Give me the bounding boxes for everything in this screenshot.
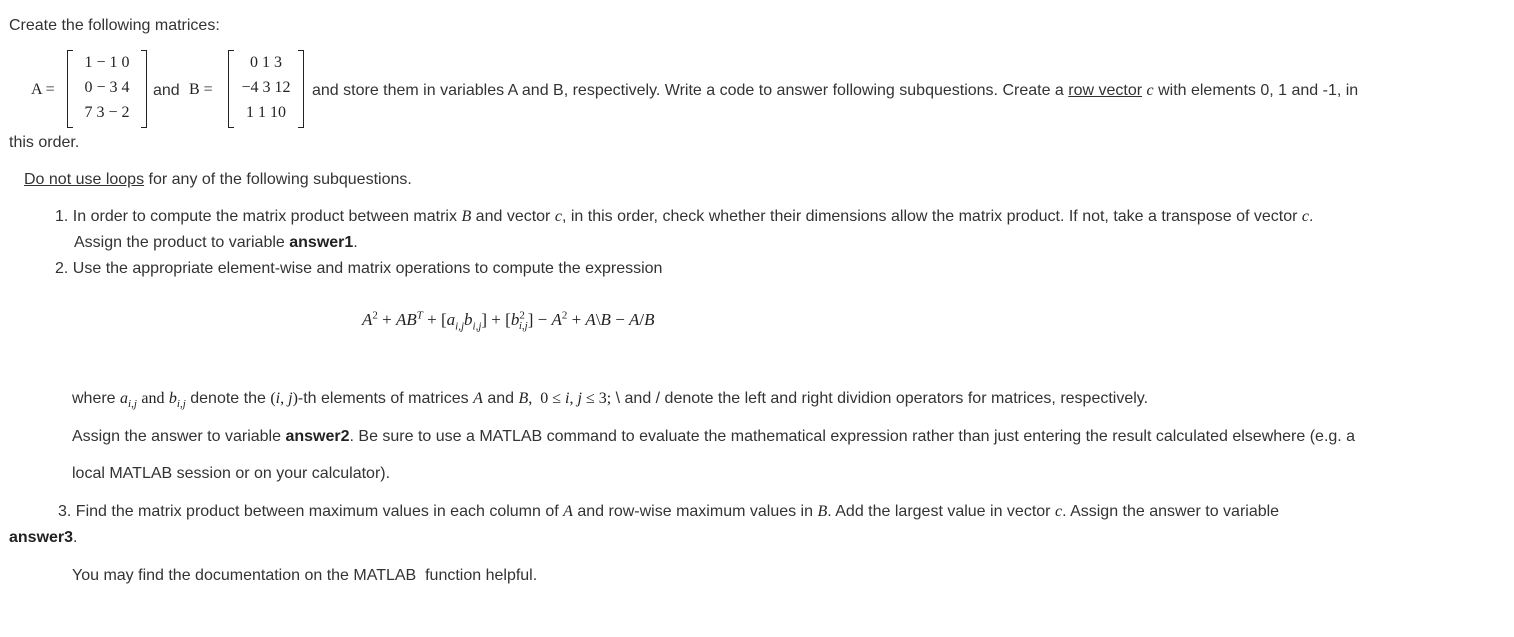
intro-text: Create the following matrices: [9, 17, 220, 34]
q2-assign-a: Assign the answer to variable [72, 428, 281, 445]
q3-text-d: . Assign the answer to variable [1062, 503, 1280, 520]
q2-var-b: B [518, 390, 529, 407]
q1-line1 [55, 208, 1313, 226]
doc-hint: You may find the documentation on the MATLAB function helpful. [72, 567, 538, 584]
q1-assign-end: . [353, 234, 358, 251]
q3-answer-var: answer3 [9, 529, 74, 546]
matrix-b-row: 0 1 3 [250, 54, 282, 71]
q3-dot: . [73, 529, 78, 546]
matrix-b-label: B = [189, 81, 213, 98]
q2-var-a: A [473, 390, 483, 407]
q2-and1: and [141, 390, 165, 407]
q1-assign-text: Assign the product to variable [74, 234, 285, 251]
var-c: c [1146, 82, 1154, 99]
q1-text-c: , in this order, check whether their dimensions allow the matrix product. If not, take a transpose of vector [561, 208, 1298, 225]
q3-line2 [9, 529, 78, 547]
matrix-b-row: 1 1 10 [246, 104, 286, 121]
no-loops-note [24, 171, 412, 189]
q2-where: where [72, 390, 116, 407]
no-loops-rest: for any of the following subquestions. [148, 171, 412, 188]
q1-dot: . [1308, 208, 1314, 225]
q3-text-a: Find the matrix product between maximum values in each column of [75, 503, 559, 520]
q1-text-b: and vector [475, 208, 551, 225]
math-expression: $A^2 + AB^T + [a_{i,j}b_{i,j}] + [b^2_{i,j}] - A^2$ + A\B − A/B [362, 309, 655, 333]
matrix-a-row: 1 − 1 0 [84, 54, 130, 71]
q2-text: Use the appropriate element-wise and matrix operations to compute the expression [72, 260, 663, 277]
q2-assign-line2: local MATLAB session or on your calculator). [72, 465, 391, 482]
line1-part-b: with elements 0, 1 and -1, in [1158, 82, 1359, 99]
q2-assign-b: . Be sure to use a MATLAB command to evaluate the mathematical expression rather than just entering the result calculated elsewhere (e.g. a [349, 428, 1356, 445]
q1-text-a: In order to compute the matrix product between matrix [72, 208, 457, 225]
q1-answer-var: answer1 [289, 234, 354, 251]
q2-where-line: where $a_{i,j}$ and $b_{i,j}$ denote the (i, j)-th elements of matrices A and B, 0 ≤ i, j ≤ 3; \ and / denote the left and right dividion operators for matrices, respectively. [72, 390, 1149, 411]
matrix-a-label: A = [31, 81, 55, 98]
matrix-a [67, 50, 147, 128]
q3-text-c: . Add the largest value in vector [827, 503, 1051, 520]
q3-var-a: A [563, 503, 573, 520]
q2-assign-line [72, 428, 1355, 446]
q2-answer-var: answer2 [285, 428, 350, 445]
line1-text [312, 82, 1358, 100]
q2-line1 [55, 260, 662, 278]
q2-th-elements: -th elements of matrices [297, 390, 469, 407]
matrix-b [228, 50, 304, 128]
q1-line2 [74, 234, 358, 252]
q3-var-b: B [817, 503, 828, 520]
q1-var-b: B [461, 208, 472, 225]
matrix-b-row: −4 3 12 [241, 79, 291, 96]
q2-denote: denote the [190, 390, 266, 407]
q1-var-c: c [554, 208, 562, 225]
q3-var-c: c [1054, 503, 1063, 520]
q3-number: 3. [58, 503, 72, 520]
row-vector-link[interactable]: row vector [1068, 82, 1143, 99]
line2-text: this order. [9, 134, 80, 151]
q1-number: 1. [55, 208, 69, 225]
and-text: and [153, 82, 180, 99]
q3-line1 [58, 503, 1279, 521]
q2-number: 2. [55, 260, 69, 277]
line1-part-a: and store them in variables A and B, respectively. Write a code to answer following subquestions. Create a [312, 82, 1064, 99]
q3-text-b: and row-wise maximum values in [577, 503, 814, 520]
matrix-a-row: 0 − 3 4 [84, 79, 130, 96]
q1-var-c2: c [1301, 208, 1309, 225]
no-loops-underlined: Do not use loops [24, 171, 145, 188]
matrix-a-row: 7 3 − 2 [84, 104, 130, 121]
q2-divide-text: \ and / denote the left and right dividion operators for matrices, respectively. [615, 390, 1149, 407]
q2-and2: and [487, 390, 515, 407]
